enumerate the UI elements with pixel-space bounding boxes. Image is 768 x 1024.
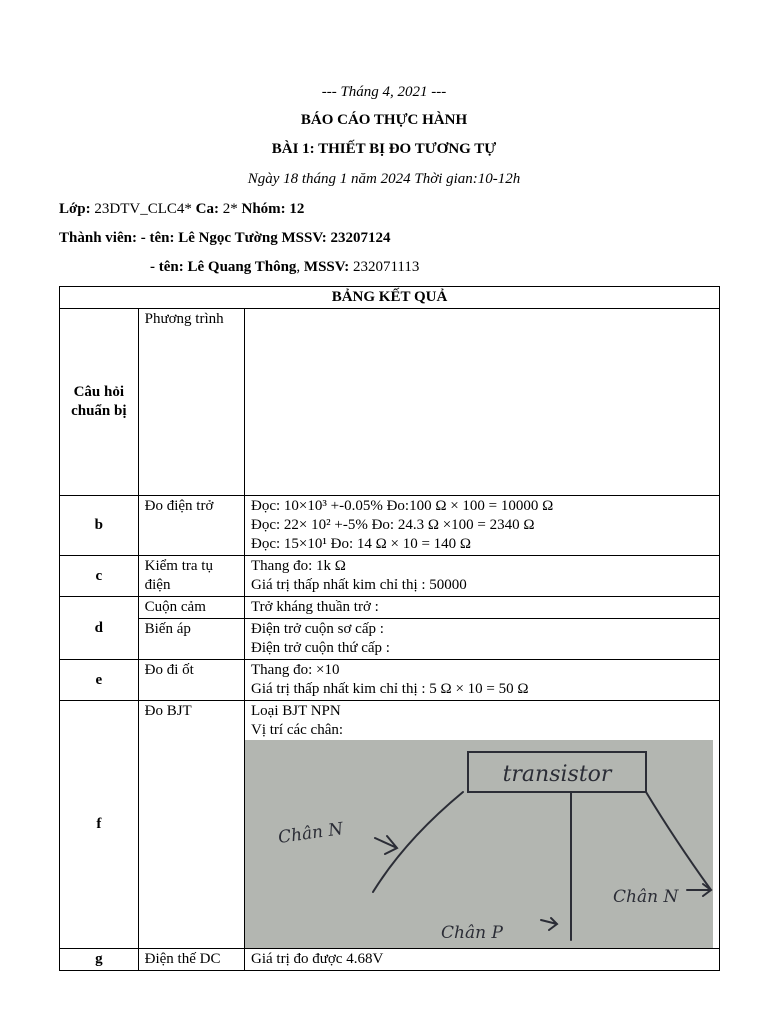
sketch-pin-right: Chân N	[613, 887, 679, 907]
sketch-pin-left: Chân N	[276, 819, 345, 848]
diode-results	[245, 660, 720, 701]
class-value: 23DTV_CLC4*	[90, 201, 196, 217]
item-inductor: Cuộn cảm	[138, 597, 244, 619]
item-diode: Đo đi ốt	[138, 660, 244, 701]
shift-label: Ca:	[195, 201, 219, 217]
bjt-results	[245, 701, 720, 949]
lab-title: BÀI 1: THIẾT BỊ ĐO TƯƠNG TỰ	[271, 141, 497, 157]
class-info	[59, 200, 304, 218]
sketch-box-label: transistor	[502, 762, 612, 787]
result-line: Thang đo: ×10	[251, 662, 340, 678]
class-label: Lớp:	[59, 201, 91, 217]
shift-value: 2*	[218, 201, 242, 217]
result-line: Đọc: 22× 10² +-5% Đo: 24.3 Ω ×100 = 2340 Ω	[251, 517, 535, 533]
equation-cell	[245, 309, 720, 496]
question-prep: Câu hỏi chuẩn bị	[60, 309, 139, 496]
report-title: BÁO CÁO THỰC HÀNH	[300, 112, 468, 128]
sketch-pin-bottom: Chân P	[441, 923, 503, 943]
report-date: --- Tháng 4, 2021 ---	[321, 84, 447, 100]
item-bjt: Đo BJT	[138, 701, 244, 949]
question-f: f	[60, 701, 139, 949]
group-label: Nhóm:	[241, 201, 286, 217]
bjt-pin-sketch	[245, 740, 713, 948]
member-1	[59, 229, 391, 247]
result-line: Điện trở cuộn sơ cấp :	[251, 621, 384, 637]
result-line: Giá trị thấp nhất kim chỉ thị : 5 Ω × 10 = 50 Ω	[251, 681, 529, 697]
result-line: Điện trở cuộn thứ cấp :	[251, 640, 390, 656]
member-1-name: - tên: Lê Ngọc Tường MSSV:	[136, 230, 331, 246]
member-2-id: 232071113	[349, 259, 420, 275]
result-line: Loại BJT NPN	[251, 703, 341, 719]
transformer-results	[245, 619, 720, 660]
resistance-results	[245, 496, 720, 556]
group-value: 12	[285, 201, 305, 217]
results-table	[59, 286, 720, 971]
table-title: BẢNG KẾT QUẢ	[60, 287, 720, 309]
result-line: Giá trị đo được 4.68V	[251, 951, 384, 967]
member-2	[150, 258, 419, 276]
result-line: Giá trị thấp nhất kim chỉ thị : 50000	[251, 577, 467, 593]
item-resistance: Đo điện trở	[138, 496, 244, 556]
result-line: Đọc: 15×10¹ Đo: 14 Ω × 10 = 140 Ω	[251, 536, 472, 552]
session-line: Ngày 18 tháng 1 năm 2024 Thời gian:10-12h	[247, 171, 521, 187]
item-transformer: Biến áp	[138, 619, 244, 660]
member-2-sep: ,	[296, 259, 304, 275]
member-2-name: - tên: Lê Quang Thông	[150, 259, 297, 275]
result-line: Thang đo: 1k Ω	[251, 558, 346, 574]
result-line: Vị trí các chân:	[251, 722, 344, 738]
question-e: e	[60, 660, 139, 701]
question-c: c	[60, 556, 139, 597]
dc-voltage-results	[245, 949, 720, 971]
item-dc-voltage: Điện thế DC	[138, 949, 244, 971]
result-line: Trở kháng thuần trở :	[251, 599, 379, 615]
question-b: b	[60, 496, 139, 556]
capacitor-results	[245, 556, 720, 597]
member-2-id-label: MSSV:	[303, 259, 350, 275]
inductor-results	[245, 597, 720, 619]
question-d: d	[60, 597, 139, 660]
result-line: Đọc: 10×10³ +-0.05% Đo:100 Ω × 100 = 10000 Ω	[251, 498, 554, 514]
item-capacitor: Kiểm tra tụ điện	[138, 556, 244, 597]
question-g: g	[60, 949, 139, 971]
members-label: Thành viên:	[59, 230, 137, 246]
member-1-id: 23207124	[330, 230, 391, 246]
item-equation: Phương trình	[138, 309, 244, 496]
